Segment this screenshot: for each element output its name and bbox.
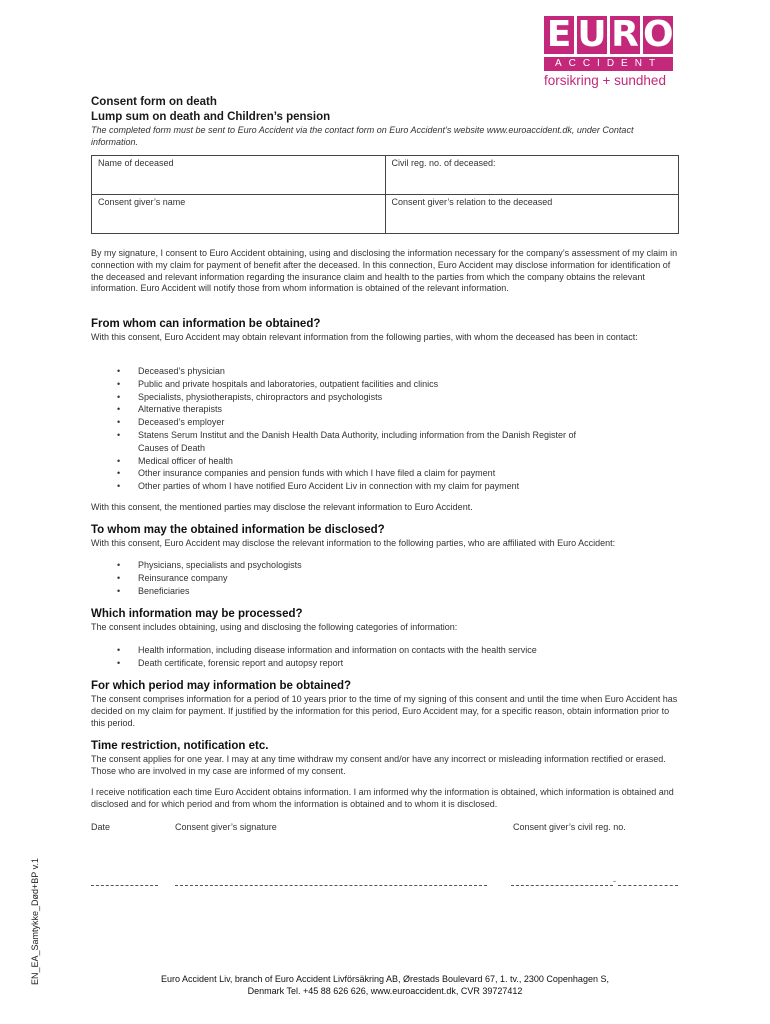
intro-text: The completed form must be sent to Euro Accident via the contact form on Euro Accident’s website www.euroaccident.dk, under Contact information. xyxy=(91,125,634,147)
footer-line-1: Euro Accident Liv, branch of Euro Accident Livförsäkring AB, Ørestads Boulevard 67, 1. tv., 2300 Copenhagen S, xyxy=(161,974,609,984)
which-info-list xyxy=(91,644,679,670)
time-restriction-text: The consent applies for one year. I may at any time withdraw my consent and/or have any incorrect or misleading information rectified or erased. Those who are involved in my case are informed of my consent. xyxy=(91,754,666,776)
field-name-of-deceased[interactable] xyxy=(92,156,386,195)
list-item: • Public and private hospitals and laboratories, outpatient facilities and clinics xyxy=(91,378,679,391)
civil-reg-label: Consent giver’s civil reg. no. xyxy=(513,822,626,832)
footer-line-2: Denmark Tel. +45 88 626 626, www.euroaccident.dk, CVR 39727412 xyxy=(247,986,523,996)
heading-time-restriction: Time restriction, notification etc. xyxy=(91,740,269,752)
civil-reg-dash: - xyxy=(613,876,616,886)
heading-to-whom: To whom may the obtained information be disclosed? xyxy=(91,524,385,536)
from-whom-intro: With this consent, Euro Accident may obtain relevant information from the following parties, with whom the deceased has been in contact: xyxy=(91,332,638,342)
logo-letter: O xyxy=(643,14,674,55)
title-line-2: Lump sum on death and Children’s pension xyxy=(91,111,331,123)
from-whom-outro: With this consent, the mentioned parties may disclose the relevant information to Euro Accident. xyxy=(91,502,473,512)
civil-reg-line-part-1[interactable] xyxy=(511,885,613,886)
list-item: • Death certificate, forensic report and autopsy report xyxy=(91,657,679,670)
logo-letter: E xyxy=(544,16,574,54)
from-whom-list xyxy=(91,365,679,493)
deceased-info-table xyxy=(91,155,679,234)
document-version-code: EN_EA_Samtykke_Død+BP v.1 xyxy=(30,858,40,985)
field-label: Consent giver’s name xyxy=(98,197,186,207)
heading-which-info: Which information may be processed? xyxy=(91,608,303,620)
consent-paragraph: By my signature, I consent to Euro Accident obtaining, using and disclosing the information necessary for the company’s assessment of my claim in connection with my claim for payment of benefit after the deceased. In this connection, Euro Accident may disclose information for identification of the deceased and relevant information regarding the insurance claim and health to the parties from which the company obtains the relevant information. Euro Accident will notify those from whom information is obtained of the relevant information. xyxy=(91,248,678,294)
to-whom-intro: With this consent, Euro Accident may disclose the relevant information to the following parties, who are affiliated with Euro Accident: xyxy=(91,538,616,548)
list-item: • Deceased’s physician xyxy=(91,365,679,378)
heading-from-whom: From whom can information be obtained? xyxy=(91,318,321,330)
list-item: • Other insurance companies and pension funds with which I have filed a claim for payment xyxy=(91,467,679,480)
signature-label: Consent giver’s signature xyxy=(175,822,277,832)
list-item: • Beneficiaries xyxy=(91,585,679,598)
field-label: Civil reg. no. of deceased: xyxy=(391,158,496,168)
field-label: Consent giver’s relation to the deceased xyxy=(391,197,553,207)
list-item: • Medical officer of health xyxy=(91,455,679,468)
heading-period: For which period may information be obtained? xyxy=(91,680,352,692)
which-info-intro: The consent includes obtaining, using and disclosing the following categories of information: xyxy=(91,622,458,632)
field-label: Name of deceased xyxy=(98,158,174,168)
title-line-1: Consent form on death xyxy=(91,96,217,108)
list-item: • Deceased’s employer xyxy=(91,416,679,429)
to-whom-list xyxy=(91,559,679,597)
signature-line[interactable] xyxy=(175,885,487,886)
list-item: • Other parties of whom I have notified Euro Accident Liv in connection with my claim for payment xyxy=(91,480,679,493)
civil-reg-line-part-2[interactable] xyxy=(618,885,678,886)
period-text: The consent comprises information for a period of 10 years prior to the time of my signing of this consent and until the time when Euro Accident has decided on my claim for payment. If justified by the information for this period, Euro Accident may, for a specific reason, obtain information prior to this period. xyxy=(91,694,678,728)
field-consent-giver-name[interactable] xyxy=(92,195,386,234)
page-title xyxy=(91,95,330,125)
euro-accident-logo xyxy=(544,16,678,89)
date-label: Date xyxy=(91,822,111,832)
logo-letter: R xyxy=(611,14,639,55)
logo-wordmark xyxy=(544,16,678,54)
logo-tagline: forsikring + sundhed xyxy=(544,73,666,88)
footer xyxy=(91,973,679,997)
list-item: • Alternative therapists xyxy=(91,403,679,416)
field-consent-giver-relation[interactable] xyxy=(385,195,679,234)
list-item: • Statens Serum Institut and the Danish Health Data Authority, including information from the Danish Register of Causes of Death xyxy=(91,429,679,455)
logo-subtitle: ACCIDENT xyxy=(544,57,673,71)
logo-letter: U xyxy=(577,14,607,55)
list-item: • Health information, including disease information and information on contacts with the health service xyxy=(91,644,679,657)
date-signature-line[interactable] xyxy=(91,885,158,886)
field-civil-reg-deceased[interactable] xyxy=(385,156,679,195)
notification-text: I receive notification each time Euro Accident obtains information. I am informed why the information is obtained, which information is obtained and disclosed and for which period and from whom the information is obtained and to whom it is disclosed. xyxy=(91,787,674,809)
list-item: • Physicians, specialists and psychologists xyxy=(91,559,679,572)
list-item: • Reinsurance company xyxy=(91,572,679,585)
list-item: • Specialists, physiotherapists, chiropractors and psychologists xyxy=(91,391,679,404)
